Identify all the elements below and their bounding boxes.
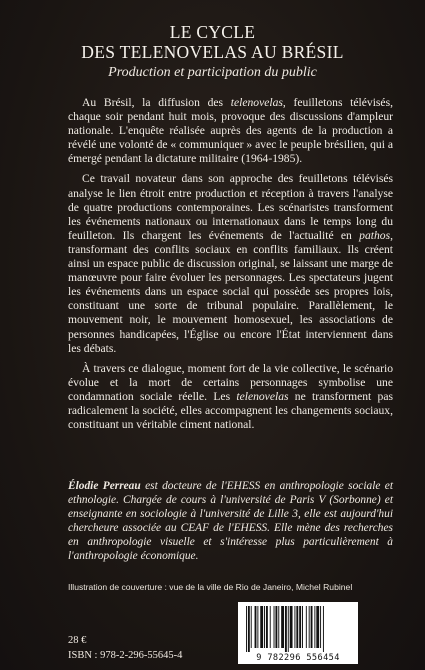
barcode-bar xyxy=(270,606,271,648)
barcode-bar xyxy=(260,606,263,648)
title-block xyxy=(0,22,425,81)
book-title-line-1: LE CYCLE xyxy=(169,22,256,42)
barcode-bar xyxy=(288,606,289,652)
blurb-paragraph-1: Au Brésil, la diffusion des telenovelas, feuilletons télévisés, chaque soir pendant huit mois, provoque des discussions d'ampleur nationale. L'enquête réalisée auprès des agents de la production a révélé une volonté de « communiquer » avec le peuple brésilien, qui a émergé pendant la dictature militaire (1964-1985). xyxy=(68,96,393,166)
author-bio xyxy=(68,479,393,563)
barcode-bar xyxy=(257,606,258,648)
cover-illustration-credit: Illustration de couverture : vue de la ville de Rio de Janeiro, Michel Rubinel xyxy=(68,582,353,592)
barcode-bar xyxy=(302,606,303,648)
barcode-bar xyxy=(251,606,252,648)
book-subtitle: Production et participation du public xyxy=(108,65,317,80)
barcode-bar xyxy=(299,606,301,648)
barcode-bar xyxy=(248,606,250,652)
barcode-bar xyxy=(311,606,313,648)
barcode-bar xyxy=(306,606,307,648)
blurb-paragraph-2: Ce travail novateur dans son approche des feuilletons télévisés analyse le lien étroit entre production et réception à travers l'analyse de quatre productions contemporaines. Les scénaristes transforment les événements nationaux ou internationaux dans le temps long du feuilleton. Ils chargent les événements de l'actualité en pathos, transformant des conflits sociaux en conflits familiaux. Ils créent ainsi un espace public de discussion original, se laissant une marge de manœuvre pour faire évoluer les personnages. Les spectateurs jugent les événements dans un espace social qui possède ses propres lois, constituant une sorte de tribunal populaire. Parallèlement, le mouvement noir, le mouvement homosexuel, les associations de personnes handicapées, l'Église ou encore l'État interviennent dans les débats. xyxy=(68,172,393,355)
barcode-bar xyxy=(281,606,284,648)
barcode-bar xyxy=(323,606,324,652)
barcode-bar xyxy=(296,606,298,648)
barcode-bar xyxy=(246,606,247,652)
price: 28 € xyxy=(68,635,87,646)
barcode-bar xyxy=(314,606,315,648)
barcode-bar xyxy=(285,606,287,652)
blurb-paragraph-3: À travers ce dialogue, moment fort de la vie collective, le scénario évolue et la mort de certains personnages symbolise une condamnation sociale réelle. Les telenovelas ne transforment pas radicalement la société, elles accompagnent les changements sociaux, constituant un véritable ciment national. xyxy=(68,361,393,432)
barcode-digits: 9 782296 556454 xyxy=(256,653,340,663)
barcode-bar xyxy=(316,606,319,648)
barcode-bar xyxy=(264,606,265,648)
barcode-bar xyxy=(255,606,257,648)
barcode-bar xyxy=(309,606,310,648)
barcode-bar xyxy=(294,606,295,648)
barcode-bar xyxy=(278,606,279,648)
barcode-bar xyxy=(266,606,268,648)
barcode-bar xyxy=(290,606,293,648)
barcode xyxy=(238,602,358,664)
author-bio-text: est docteure de l'EHESS en anthropologie sociale et ethnologie. Chargée de cours à l'université de Paris V (Sorbonne) et enseignante en sociologie à l'université de Lille 3, elle est aujourd'hui chercheure associée au CEAF de l'EHESS. Elle mène des recherches en anthropologie visuelle et s'intéresse plus particulièrement à l'anthropologie économique. xyxy=(68,480,394,562)
barcode-bar xyxy=(320,606,321,648)
blurb xyxy=(68,96,393,438)
author-name: Élodie Perreau xyxy=(68,480,141,492)
barcode-bar xyxy=(274,606,275,648)
barcode-bars-icon xyxy=(246,606,350,652)
book-title-line-2: DES TELENOVELAS AU BRÉSIL xyxy=(81,42,344,62)
barcode-bar xyxy=(275,606,277,648)
isbn: ISBN : 978-2-296-55645-4 xyxy=(68,650,183,661)
